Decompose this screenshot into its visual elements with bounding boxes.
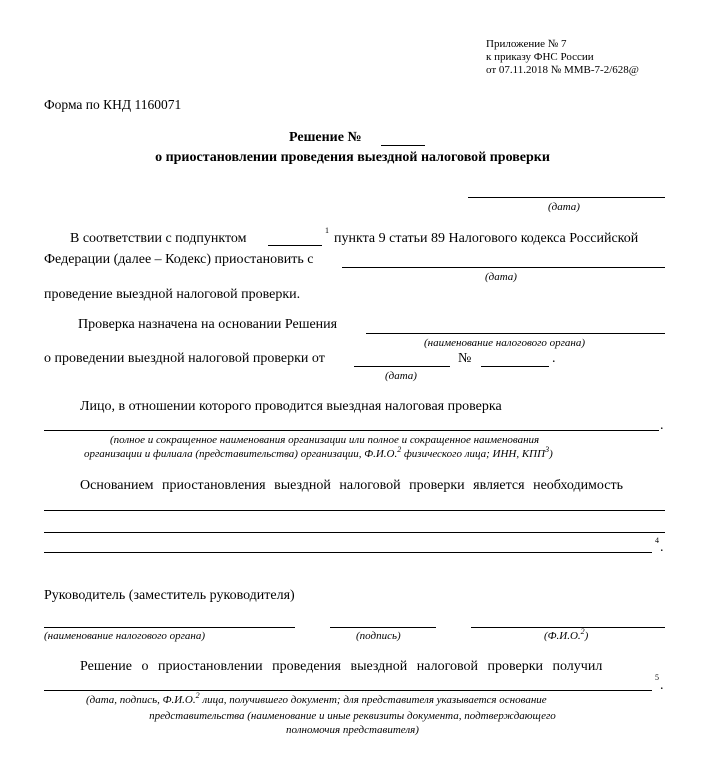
tax-authority-caption: (наименование налогового органа) bbox=[424, 337, 586, 349]
taxpayer-caption-a: организации и филиала (представительства) организации, Ф.И.О. bbox=[84, 448, 398, 460]
receipt-caption-a: (дата, подпись, Ф.И.О. bbox=[86, 694, 196, 706]
para3-line1: Лицо, в отношении которого проводится выездная налоговая проверка bbox=[80, 399, 502, 414]
para2-line1: Проверка назначена на основании Решения bbox=[78, 317, 338, 332]
para3-period: . bbox=[660, 418, 664, 433]
footnote-2: 2 bbox=[397, 445, 402, 454]
head-fio-field[interactable] bbox=[471, 627, 665, 628]
date-caption: (дата) bbox=[548, 201, 580, 213]
head-authority-field[interactable] bbox=[44, 627, 295, 628]
fio-open: (Ф.И.О. bbox=[544, 630, 581, 642]
tax-authority-field[interactable] bbox=[366, 333, 665, 334]
receipt-caption-line3: полномочия представителя) bbox=[286, 724, 419, 736]
reason-field-1[interactable] bbox=[44, 510, 665, 511]
order-date-number: от 07.11.2018 № ММВ-7-2/628@ bbox=[486, 64, 639, 76]
subparagraph-field[interactable] bbox=[268, 245, 322, 246]
para1-line2: Федерации (далее – Кодекс) приостановить с bbox=[44, 252, 314, 267]
title-number-label: Решение № bbox=[289, 130, 362, 145]
receipt-period: . bbox=[660, 678, 664, 693]
reason-field-3[interactable] bbox=[44, 552, 652, 553]
audit-decision-date-field[interactable] bbox=[354, 366, 450, 367]
footnote-3: 3 bbox=[545, 445, 550, 454]
receipt-caption-b: лица, получившего документ; для представителя указывается основание bbox=[202, 694, 547, 706]
head-signature-caption: (подпись) bbox=[356, 630, 401, 642]
head-authority-caption: (наименование налогового органа) bbox=[44, 630, 206, 642]
order-label: к приказу ФНС России bbox=[486, 51, 594, 63]
head-fio-caption bbox=[544, 627, 589, 643]
taxpayer-caption-line2 bbox=[84, 445, 553, 461]
head-label: Руководитель (заместитель руководителя) bbox=[44, 588, 295, 603]
para4-period: . bbox=[660, 540, 664, 555]
title-subtitle: о приостановлении проведения выездной налоговой проверки bbox=[155, 150, 550, 165]
footnote-2c: 2 bbox=[195, 691, 200, 700]
decision-number-field[interactable] bbox=[381, 145, 425, 146]
head-signature-field[interactable] bbox=[330, 627, 436, 628]
fio-close: ) bbox=[584, 630, 589, 642]
footnote-2b: 2 bbox=[580, 627, 585, 636]
decision-date-field[interactable] bbox=[468, 197, 665, 198]
suspend-date-caption: (дата) bbox=[485, 271, 517, 283]
footnote-5: 5 bbox=[655, 673, 659, 682]
receipt-line1: Решение о приостановлении проведения выездной налоговой проверки получил bbox=[80, 659, 603, 674]
taxpayer-field[interactable] bbox=[44, 430, 659, 431]
footnote-4: 4 bbox=[655, 536, 659, 545]
audit-decision-date-caption: (дата) bbox=[385, 370, 417, 382]
footnote-1: 1 bbox=[325, 226, 329, 235]
para2-line2: о проведении выездной налоговой проверки от bbox=[44, 351, 325, 366]
receipt-field[interactable] bbox=[44, 690, 652, 691]
para1-start: В соответствии с подпунктом bbox=[70, 231, 247, 246]
taxpayer-caption-line1: (полное и сокращенное наименования организации или полное и сокращенное наименования bbox=[110, 434, 540, 446]
appendix-label: Приложение № 7 bbox=[486, 38, 567, 50]
para1-rest: пункта 9 статьи 89 Налогового кодекса Российской bbox=[334, 231, 639, 246]
form-code: Форма по КНД 1160071 bbox=[44, 97, 182, 112]
receipt-caption-line2: представительства (наименование и иные реквизиты документа, подтверждающего bbox=[149, 710, 556, 722]
para2-period: . bbox=[552, 351, 556, 366]
taxpayer-caption-b: физического лица; ИНН, КПП bbox=[403, 448, 546, 460]
reason-field-2[interactable] bbox=[44, 532, 665, 533]
para4-line1: Основанием приостановления выездной налоговой проверки является необходимость bbox=[80, 478, 623, 493]
para1-line3: проведение выездной налоговой проверки. bbox=[44, 287, 301, 302]
suspend-date-field[interactable] bbox=[342, 267, 665, 268]
taxpayer-caption-c: ) bbox=[549, 448, 553, 460]
receipt-caption-line1 bbox=[86, 691, 547, 707]
number-sign: № bbox=[458, 351, 472, 366]
audit-decision-number-field[interactable] bbox=[481, 366, 549, 367]
